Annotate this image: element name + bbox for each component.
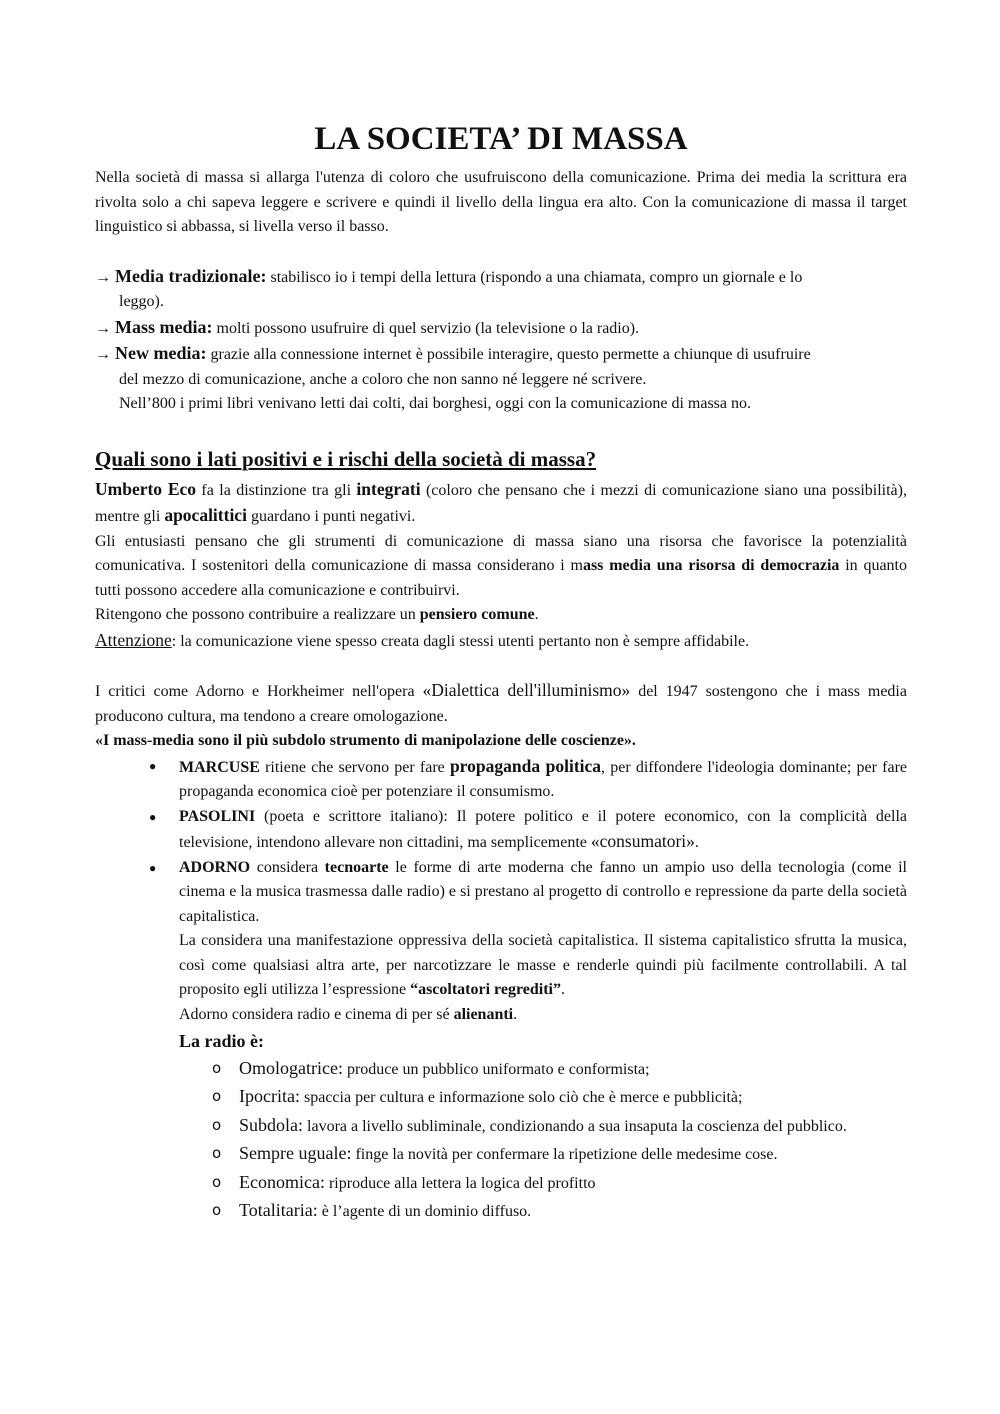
media-tradizionale-item <box>95 264 907 291</box>
circle-bullet-icon: o <box>212 1201 222 1219</box>
entusiasti-paragraph: Gli entusiasti pensano che gli strumenti di comunicazione di massa siano una risorsa che favorisce la potenzialità comunicativa. I sostenitori della comunicazione di massa considerano i mass media una risorsa di democrazia in quanto tutti possono accedere alla comunicazione e contribuirvi. <box>95 532 908 599</box>
pensiero-comune-paragraph: Ritengono che possono contribuire a realizzare un pensiero comune. <box>95 606 539 623</box>
circle-bullet-icon: o <box>212 1087 222 1105</box>
new-media-label: New media: <box>115 343 207 363</box>
intro-paragraph: Nella società di massa si allarga l'utenza di coloro che usufruiscono della comunicazione. Prima dei media la scrittura era rivolta solo a chi sapeva leggere e scrivere e quindi il livello della lingua era alto. Con la comunicazione di massa il target linguistico si abbassa, si livella verso il basso. <box>95 169 907 235</box>
media-tradizionale-label: Media tradizionale: <box>115 265 267 286</box>
radio-item: o Omologatrice: produce un pubblico uniformato e conformista; <box>239 1056 907 1083</box>
books-800-note: Nell’800 i primi libri venivano letti dai colti, dai borghesi, oggi con la comunicazione di massa no. <box>119 395 752 412</box>
spacer <box>95 417 907 441</box>
radio-item: o Sempre uguale: finge la novità per confermare la ripetizione delle medesime cose. <box>239 1141 907 1168</box>
new-media-text: grazie alla connessione internet è possibile interagire, questo permette a chiunque di usufruire <box>206 346 811 363</box>
new-media-item <box>95 341 907 368</box>
document-body <box>95 118 907 1227</box>
adorno-paragraph-3: Adorno considera radio e cinema di per sé alienanti. <box>179 1005 518 1023</box>
mass-media-label: Mass media: <box>115 316 213 337</box>
page-title: LA SOCIETA’ DI MASSA <box>314 121 688 157</box>
radio-heading: La radio è: <box>179 1031 264 1051</box>
authors-list <box>95 754 907 1225</box>
mass-media-item <box>95 315 907 342</box>
section-heading: Quali sono i lati positivi e i rischi della società di massa? <box>95 446 597 471</box>
spacer <box>95 240 907 264</box>
radio-item: o Subdola: lavora a livello subliminale, condizionando a sua insaputa la coscienza del pubblico. <box>239 1113 907 1140</box>
circle-bullet-icon: o <box>212 1115 222 1134</box>
list-item-adorno: ● ADORNO considera tecnoarte le forme di arte moderna che fanno un ampio uso della tecnologia (come il cinema e la musica trasmessa dalle radio) e si prestano al progetto di controllo e repressione da parte della società capitalistica. La considera una manifestazione oppressiva della società capitalistica. Il sistema capitalistico sfrutta la musica, così come qualsiasi altra arte, per narcotizzare le masse e renderle quindi più facilmente controllabili. A tal proposito egli utilizza l’espressione “ascoltatori regrediti”. Adorno considera radio e cinema di per sé alienanti. La radio è: o Omologatrice: produce un pubblico uniformato e conformista; o Ipocrita: spaccia per cultura e informazione solo ciò che è merce e pubblicità; o Subdola: lavora a livello subliminale, condizionando a sua insaputa la coscienza del pubblico. o Sempre uguale: finge la novità per confermare la ripetizione delle medesime cose. o Economica: riproduce alla lettera la logica del profitto o Totalitaria: è l’agente di un dominio diffuso. <box>179 856 907 1225</box>
circle-bullet-icon: o <box>212 1144 222 1162</box>
apocalittici-term: apocalittici <box>164 505 247 525</box>
adorno-paragraph-2: La considera una manifestazione oppressiva della società capitalistica. Il sistema capitalistico sfrutta la musica, così come qualsiasi altra arte, per narcotizzare le masse e renderle quindi più facilmente controllabili. A tal proposito egli utilizza l’espressione “ascoltatori regrediti”. <box>179 932 907 998</box>
mass-media-text: molti possono usufruire di quel servizio (la televisione o la radio). <box>212 319 640 337</box>
arrow-icon: → <box>95 346 111 363</box>
radio-item: o Ipocrita: spaccia per cultura e informazione solo ciò che è merce e pubblicità; <box>239 1084 907 1111</box>
arrow-icon: → <box>95 319 111 337</box>
eco-name: Umberto Eco <box>95 478 197 499</box>
circle-bullet-icon: o <box>212 1172 222 1191</box>
eco-paragraph: Umberto Eco fa la distinzione tra gli integrati (coloro che pensano che i mezzi di comunicazione siano una possibilità), mentre gli apocalittici guardano i punti negativi. <box>95 478 907 525</box>
radio-list <box>179 1056 907 1225</box>
critics-paragraph: I critici come Adorno e Horkheimer nell'opera «Dialettica dell'illuminismo» del 1947 sostengono che i mass media producono cultura, ma tendono a creare omologazione. <box>95 680 907 725</box>
attenzione-label: Attenzione <box>95 629 172 650</box>
new-media-continued: del mezzo di comunicazione, anche a coloro che non sanno né leggere né scrivere. <box>119 370 647 388</box>
arrow-icon: → <box>95 268 111 286</box>
integrati-term: integrati <box>356 478 421 499</box>
list-item-marcuse: ● MARCUSE ritiene che servono per fare propaganda politica, per diffondere l'ideologia dominante; per fare propaganda economica cioè per potenziare il consumismo. <box>179 754 907 805</box>
spacer <box>95 654 907 678</box>
work-title: «Dialettica dell'illuminismo» <box>422 680 631 700</box>
list-item-pasolini: ● PASOLINI (poeta e scrittore italiano): Il potere politico e il potere economico, con la complicità della televisione, intendono allevare non cittadini, ma semplicemente «consumatori». <box>179 805 907 856</box>
circle-bullet-icon: o <box>212 1058 222 1077</box>
manipulation-quote: «I mass-media sono il più subdolo strumento di manipolazione delle coscienze». <box>95 732 636 749</box>
radio-item: o Totalitaria: è l’agente di un dominio diffuso. <box>239 1198 907 1225</box>
media-tradizionale-continued: leggo). <box>119 293 164 310</box>
media-tradizionale-text: stabilisco io i tempi della lettura (rispondo a una chiamata, compro un giornale e lo <box>266 268 803 286</box>
radio-item: o Economica: riproduce alla lettera la logica del profitto <box>239 1170 907 1197</box>
attenzione-paragraph: Attenzione: la comunicazione viene spesso creata dagli stessi utenti pertanto non è sempre affidabile. <box>95 629 750 650</box>
